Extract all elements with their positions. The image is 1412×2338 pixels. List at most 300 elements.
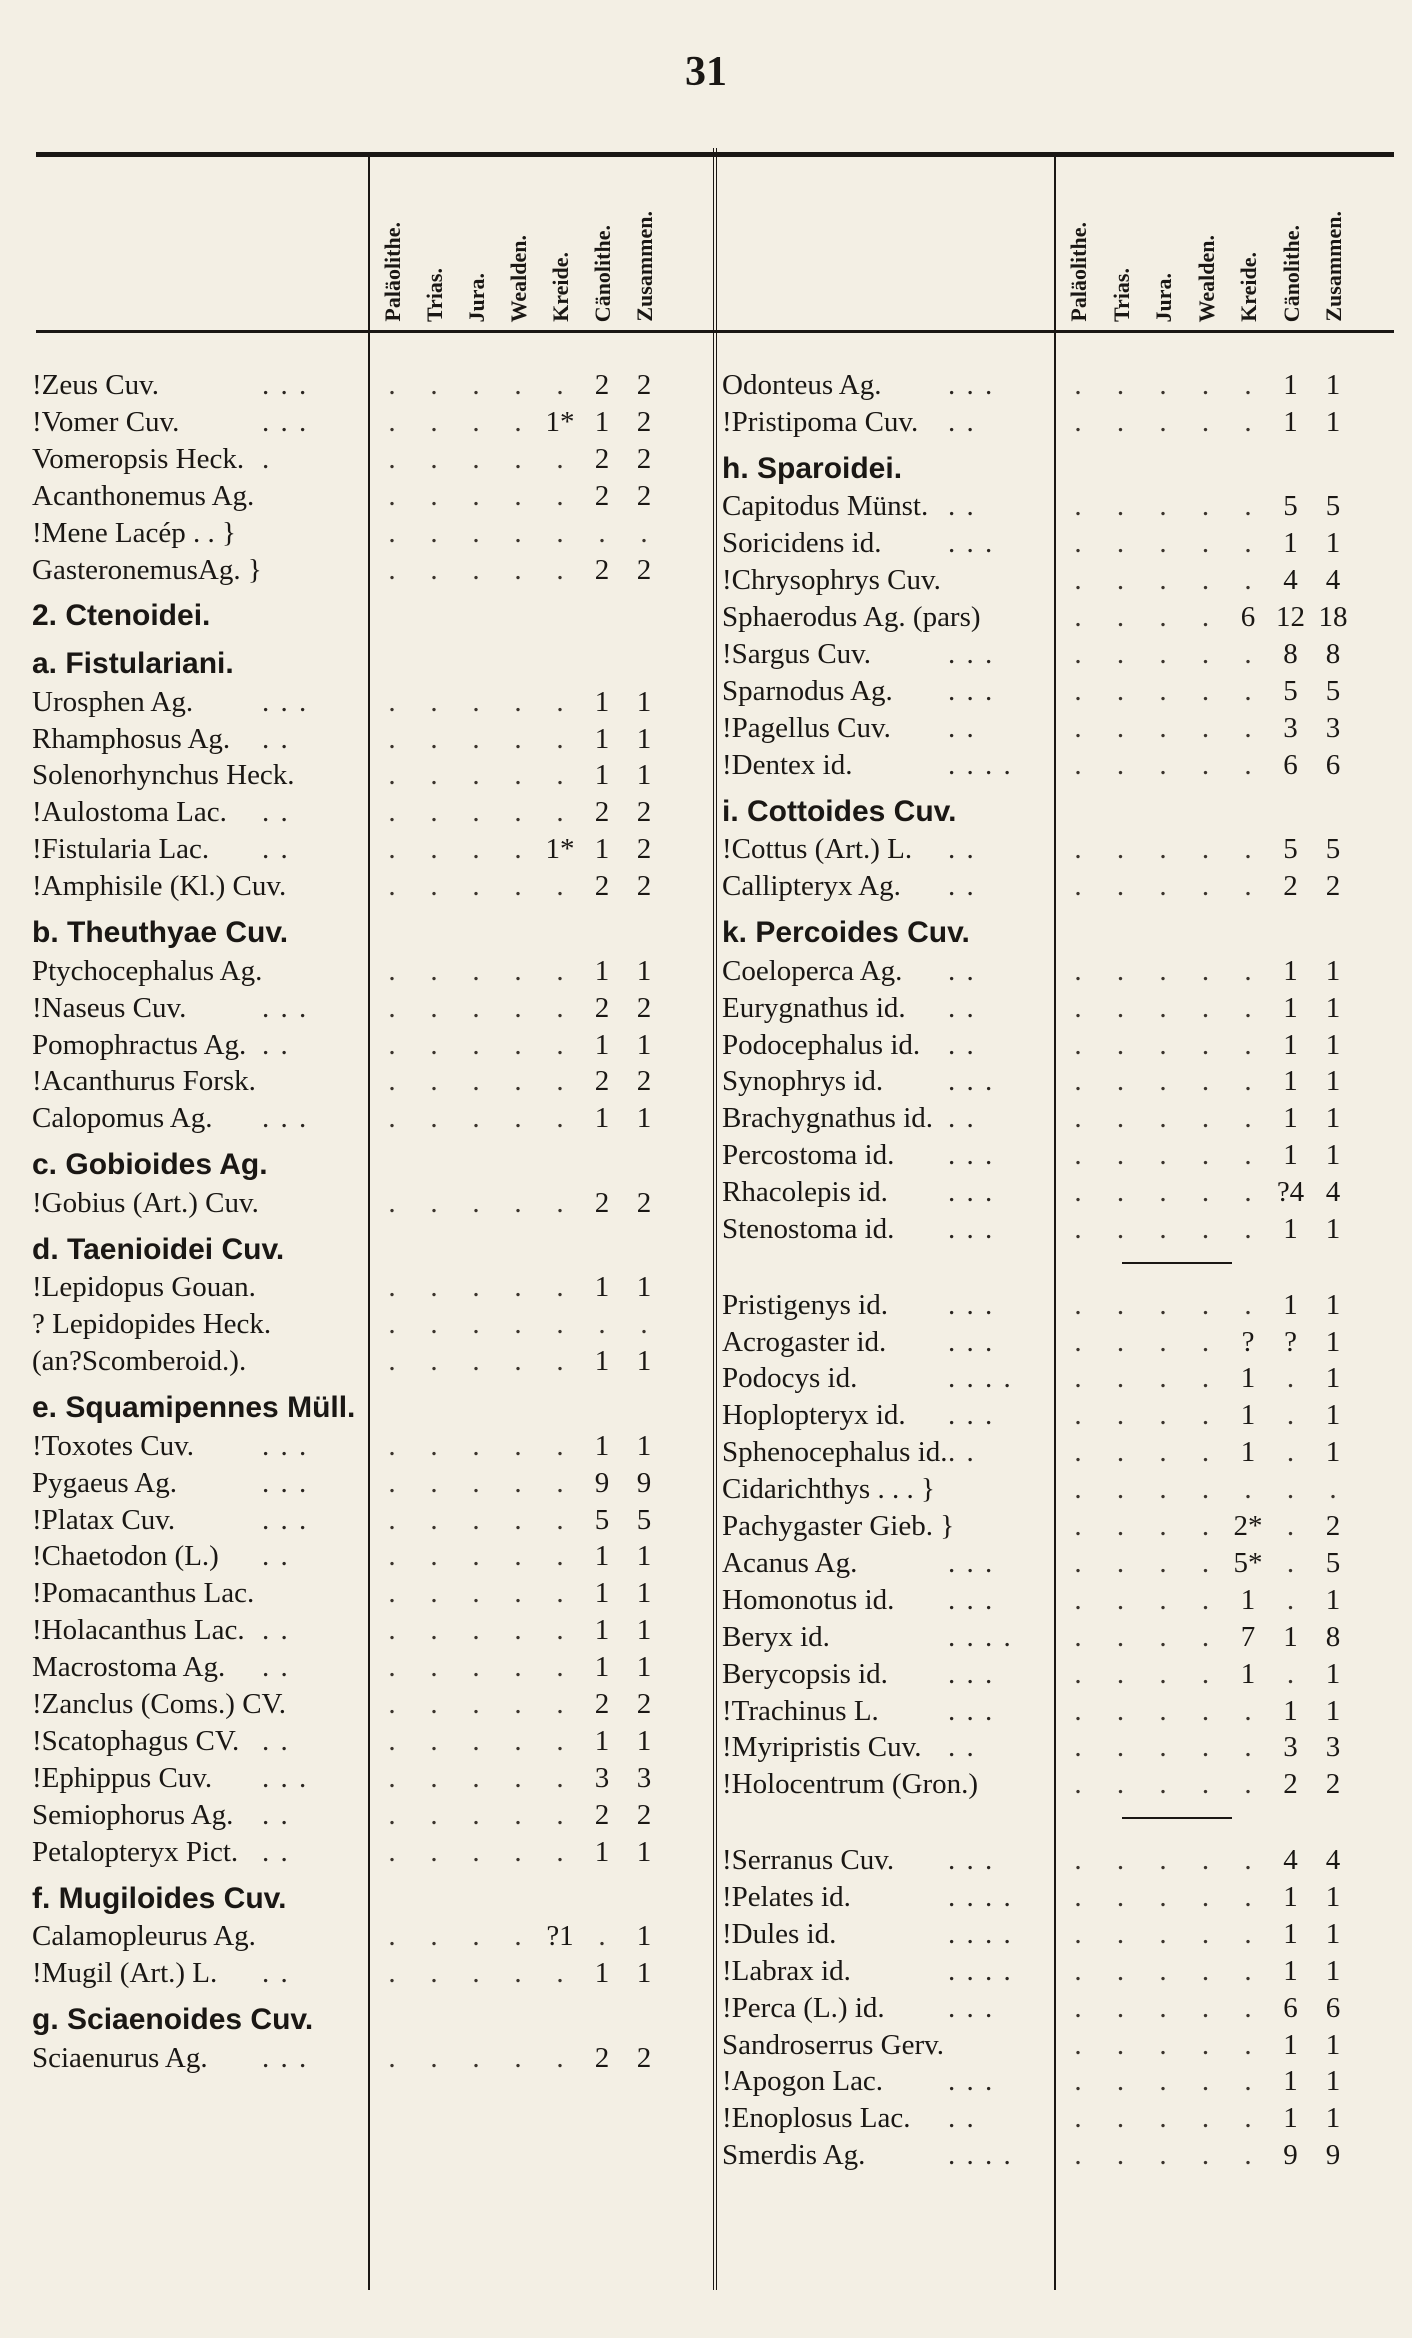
count-cell: .: [1159, 2139, 1167, 2172]
leader-dots: . . .: [948, 1325, 995, 1358]
count-cell: .: [1201, 1028, 1210, 1061]
count-cell: .: [472, 1761, 480, 1794]
leader-dots: . .: [262, 722, 290, 755]
leader-dots: . . .: [948, 638, 995, 671]
count-cell: .: [514, 1065, 522, 1098]
right-column-header: [1066, 162, 1090, 322]
count-cell: 1: [636, 954, 652, 987]
count-cell: 1: [1325, 1028, 1341, 1061]
section-title: k. Percoides Cuv.: [722, 916, 970, 950]
count-cell: 1: [1325, 1399, 1341, 1432]
count-cell: .: [1159, 1288, 1167, 1321]
genus-name: !Holocentrum (Gron.): [722, 1768, 979, 1801]
count-cell: .: [388, 2041, 396, 2074]
right-table-row: [0, 1582, 1412, 1618]
genus-name: Coeloperca Ag.: [722, 954, 903, 987]
count-cell: .: [388, 479, 396, 512]
leader-dots: . . . .: [948, 748, 1013, 781]
count-cell: .: [472, 1065, 480, 1098]
count-cell: .: [1201, 870, 1210, 903]
count-cell: .: [1074, 1288, 1082, 1321]
count-cell: .: [430, 870, 438, 903]
count-cell: .: [556, 1186, 564, 1219]
leader-dots: . . .: [262, 405, 309, 438]
leader-dots: . .: [262, 1798, 290, 1831]
count-cell: .: [388, 1614, 396, 1647]
count-cell: .: [1201, 1436, 1210, 1469]
count-cell: .: [1244, 1176, 1252, 1209]
count-cell: .: [472, 722, 480, 755]
count-cell: .: [472, 1186, 480, 1219]
count-cell: 1: [1240, 1362, 1256, 1395]
count-cell: .: [1159, 711, 1167, 744]
count-cell: .: [1116, 1139, 1125, 1172]
count-cell: 2: [594, 479, 610, 512]
section-title: i. Cottoides Cuv.: [722, 794, 957, 828]
leader-dots: . .: [948, 490, 976, 523]
count-cell: .: [1159, 1731, 1167, 1764]
count-cell: .: [556, 954, 564, 987]
right-table-row: [0, 1916, 1412, 1952]
count-cell: .: [388, 553, 396, 586]
count-cell: .: [556, 479, 564, 512]
count-cell: 1: [594, 1651, 610, 1684]
count-cell: .: [1074, 1176, 1082, 1209]
count-cell: 2: [594, 796, 610, 829]
count-cell: 2: [636, 369, 652, 401]
leader-dots: . . .: [262, 1466, 309, 1499]
count-cell: .: [1244, 991, 1252, 1024]
count-cell: .: [388, 1065, 396, 1098]
count-cell: 6: [1240, 601, 1256, 634]
count-cell: .: [514, 991, 522, 1024]
count-cell: 9: [1283, 2139, 1298, 2172]
count-cell: 1: [1283, 405, 1298, 438]
count-cell: .: [472, 1920, 480, 1953]
right-table-row: [0, 2137, 1412, 2173]
genus-name: Semiophorus Ag.: [32, 1798, 234, 1831]
count-cell: .: [1159, 1546, 1167, 1579]
genus-name: !Enoplosus Lac.: [722, 2102, 911, 2135]
genus-name: !Mugil (Art.) L.: [32, 1957, 218, 1990]
count-cell: .: [556, 1614, 564, 1647]
right-table-row: [0, 1953, 1412, 1989]
count-cell: .: [1159, 1065, 1167, 1098]
right-table-row: [0, 868, 1412, 904]
count-cell: .: [1244, 638, 1252, 671]
count-cell: .: [640, 1308, 648, 1341]
count-cell: 3: [1283, 711, 1298, 744]
count-cell: .: [1201, 1325, 1210, 1358]
count-cell: .: [1244, 1102, 1252, 1135]
column-header-label: Kreide.: [548, 252, 573, 322]
count-cell: .: [514, 833, 522, 866]
count-cell: .: [1074, 1102, 1082, 1135]
count-cell: .: [1201, 564, 1210, 597]
count-cell: .: [514, 1186, 522, 1219]
count-cell: 1: [594, 954, 610, 987]
count-cell: .: [1116, 1102, 1125, 1135]
genus-name: !Scatophagus CV.: [32, 1724, 240, 1757]
count-cell: .: [556, 1835, 564, 1868]
count-cell: .: [1201, 1954, 1210, 1987]
genus-name: !Fistularia Lac.: [32, 833, 210, 866]
count-cell: 2: [594, 1798, 610, 1831]
count-cell: .: [1286, 1657, 1295, 1690]
count-cell: 2: [594, 991, 610, 1024]
count-cell: .: [514, 1614, 522, 1647]
leader-dots: . .: [948, 833, 976, 866]
count-cell: .: [1116, 1954, 1125, 1987]
count-cell: 1: [1325, 1694, 1341, 1727]
genus-name: Smerdis Ag.: [722, 2139, 866, 2172]
count-cell: 1: [1240, 1436, 1256, 1469]
count-cell: 1: [636, 1102, 652, 1135]
count-cell: 1: [1325, 2102, 1341, 2135]
leader-dots: . . .: [948, 674, 995, 707]
genus-name: !Apogon Lac.: [722, 2065, 884, 2098]
count-cell: .: [556, 369, 564, 401]
count-cell: 1: [636, 1835, 652, 1868]
count-cell: .: [472, 1724, 480, 1757]
count-cell: .: [556, 1102, 564, 1135]
leader-dots: . . . .: [948, 1620, 1013, 1653]
count-cell: .: [1159, 601, 1167, 634]
count-cell: .: [472, 479, 480, 512]
leader-dots: . . .: [948, 1694, 995, 1727]
genus-name: !Ephippus Cuv.: [32, 1761, 213, 1794]
count-cell: 1: [1325, 527, 1341, 560]
count-cell: 1: [1283, 1065, 1298, 1098]
count-cell: .: [1201, 1880, 1210, 1913]
count-cell: 5: [1283, 490, 1298, 523]
count-cell: 1: [636, 1724, 652, 1757]
count-cell: 4: [1325, 564, 1341, 597]
left-column-header: [422, 162, 446, 322]
leader-dots: . . . .: [948, 2139, 1013, 2172]
count-cell: .: [1074, 1768, 1082, 1801]
count-cell: .: [1074, 2102, 1082, 2135]
count-cell: .: [430, 1345, 438, 1378]
section-title: h. Sparoidei.: [722, 451, 903, 485]
column-header-label: Jura.: [464, 272, 489, 322]
count-cell: 2: [594, 1688, 610, 1721]
count-cell: .: [1286, 1546, 1295, 1579]
count-cell: .: [1159, 1583, 1167, 1616]
count-cell: .: [388, 1957, 396, 1990]
right-table-row: [0, 1471, 1412, 1507]
leader-dots: . .: [262, 1651, 290, 1684]
count-cell: .: [1159, 1657, 1167, 1690]
count-cell: 1: [1283, 527, 1298, 560]
count-cell: .: [1159, 1954, 1167, 1987]
count-cell: 1: [636, 1345, 652, 1378]
count-cell: 1: [1325, 1362, 1341, 1395]
count-cell: 1: [636, 759, 652, 792]
count-cell: .: [1074, 1362, 1082, 1395]
count-cell: .: [556, 796, 564, 829]
count-cell: .: [1159, 833, 1167, 866]
count-cell: 1: [594, 1724, 610, 1757]
genus-name: Pygaeus Ag.: [32, 1466, 177, 1499]
count-cell: .: [1201, 1213, 1210, 1245]
section-title: b. Theuthyae Cuv.: [32, 916, 289, 950]
count-cell: .: [1074, 1139, 1082, 1172]
count-cell: .: [472, 1503, 480, 1536]
count-cell: 1: [594, 1835, 610, 1868]
count-cell: 9: [1325, 2139, 1341, 2172]
count-cell: .: [1201, 1362, 1210, 1395]
count-cell: 3: [1325, 1731, 1341, 1764]
count-cell: .: [430, 954, 438, 987]
count-cell: .: [556, 759, 564, 792]
count-cell: 1: [594, 1957, 610, 1990]
count-cell: .: [1074, 601, 1082, 634]
leader-dots: . . .: [262, 1503, 309, 1536]
count-cell: .: [430, 1614, 438, 1647]
count-cell: 1: [1325, 369, 1341, 401]
count-cell: .: [1116, 2028, 1125, 2061]
count-cell: 1: [1283, 369, 1298, 401]
count-cell: 2: [594, 553, 610, 586]
count-cell: .: [1116, 1917, 1125, 1950]
count-cell: .: [1159, 1028, 1167, 1061]
genus-name: !Cottus (Art.) L.: [722, 833, 913, 866]
count-cell: .: [1074, 1473, 1082, 1506]
right-table-row: [0, 525, 1412, 561]
count-cell: 5: [1325, 490, 1341, 523]
count-cell: .: [1201, 601, 1210, 634]
count-cell: .: [430, 1920, 438, 1953]
count-cell: .: [1201, 1917, 1210, 1950]
count-cell: .: [1201, 490, 1210, 523]
count-cell: 1: [1240, 1583, 1256, 1616]
leader-dots: . . . .: [948, 1362, 1013, 1395]
count-cell: .: [1201, 1510, 1210, 1543]
count-cell: .: [1329, 1473, 1337, 1506]
count-cell: 1: [1283, 1880, 1298, 1913]
count-cell: .: [1159, 1694, 1167, 1727]
count-cell: .: [1074, 1436, 1082, 1469]
count-cell: .: [1286, 1510, 1295, 1543]
count-cell: .: [472, 1798, 480, 1831]
page-number: 31: [685, 49, 727, 95]
count-cell: .: [556, 442, 564, 475]
count-cell: .: [1116, 490, 1125, 523]
count-cell: .: [472, 759, 480, 792]
count-cell: .: [514, 1920, 522, 1953]
right-table-row: [0, 1397, 1412, 1433]
count-cell: .: [1159, 405, 1167, 438]
count-cell: .: [556, 870, 564, 903]
leader-dots: . .: [262, 1028, 290, 1061]
leader-dots: . .: [948, 1102, 976, 1135]
count-cell: 2: [594, 2041, 610, 2074]
count-cell: .: [430, 722, 438, 755]
column-header-label: Kreide.: [1236, 252, 1261, 322]
count-cell: .: [514, 759, 522, 792]
count-cell: 8: [1283, 638, 1298, 671]
count-cell: .: [388, 516, 396, 549]
count-cell: .: [1074, 1510, 1082, 1543]
count-cell: .: [1244, 2028, 1252, 2061]
leader-dots: . . .: [948, 527, 995, 560]
right-table-row: [0, 636, 1412, 672]
count-cell: 1: [594, 1345, 610, 1378]
count-cell: .: [556, 1540, 564, 1573]
count-cell: .: [472, 685, 480, 718]
genus-name: !Pagellus Cuv.: [722, 711, 891, 744]
genus-name: !Serranus Cuv.: [722, 1844, 895, 1876]
count-cell: .: [430, 405, 438, 438]
count-cell: .: [1159, 1213, 1167, 1245]
count-cell: 2: [1283, 1768, 1298, 1801]
right-table-row: [0, 562, 1412, 598]
count-cell: .: [430, 1577, 438, 1610]
count-cell: .: [1244, 1917, 1252, 1950]
column-header-label: Wealden.: [506, 234, 531, 322]
count-cell: .: [514, 1466, 522, 1499]
count-cell: 4: [1325, 1176, 1341, 1209]
count-cell: .: [472, 1577, 480, 1610]
count-cell: 5: [636, 1503, 652, 1536]
right-section-heading: [0, 451, 1412, 487]
genus-name: !Perca (L.) id.: [722, 1991, 885, 2024]
leader-dots: . . .: [948, 1399, 995, 1432]
count-cell: .: [1116, 1176, 1125, 1209]
count-cell: .: [556, 1724, 564, 1757]
right-table-row: [0, 1324, 1412, 1360]
count-cell: .: [1244, 1694, 1252, 1727]
count-cell: .: [1074, 1325, 1082, 1358]
right-table-row: [0, 1211, 1412, 1247]
count-cell: .: [1244, 564, 1252, 597]
count-cell: .: [556, 1761, 564, 1794]
genus-name: Sphenocephalus id.: [722, 1436, 948, 1469]
genus-name: !Labrax id.: [722, 1954, 851, 1987]
genus-name: !Zeus Cuv.: [32, 369, 159, 401]
genus-name: Macrostoma Ag.: [32, 1651, 226, 1684]
count-cell: .: [1244, 870, 1252, 903]
count-cell: .: [1074, 1731, 1082, 1764]
count-cell: .: [1201, 1288, 1210, 1321]
count-cell: .: [1074, 1213, 1082, 1245]
count-cell: .: [1159, 748, 1167, 781]
genus-name: Sphaerodus Ag. (pars): [722, 601, 981, 634]
leader-dots: . .: [948, 991, 976, 1024]
count-cell: .: [1074, 1954, 1082, 1987]
right-table-row: [0, 1990, 1412, 2026]
count-cell: .: [430, 1540, 438, 1573]
leader-dots: . . .: [948, 1844, 995, 1876]
count-cell: .: [1201, 954, 1210, 987]
count-cell: .: [1074, 1399, 1082, 1432]
count-cell: 5*: [1233, 1546, 1263, 1579]
count-cell: 1: [1283, 1694, 1298, 1727]
right-table-row: [0, 1434, 1412, 1470]
left-column-header: [464, 162, 488, 322]
count-cell: .: [1116, 369, 1125, 401]
count-cell: .: [556, 1577, 564, 1610]
genus-name: !Pomacanthus Lac.: [32, 1577, 255, 1610]
count-cell: 1: [1283, 2065, 1298, 2098]
count-cell: .: [1201, 2139, 1210, 2172]
genus-name: !Amphisile (Kl.) Cuv.: [32, 870, 287, 903]
count-cell: .: [1074, 870, 1082, 903]
count-cell: 2*: [1233, 1510, 1263, 1543]
count-cell: .: [388, 796, 396, 829]
count-cell: .: [598, 1308, 606, 1341]
genus-name: Podocys id.: [722, 1362, 858, 1395]
leader-dots: . . .: [948, 1657, 995, 1690]
count-cell: .: [1244, 2065, 1252, 2098]
count-cell: .: [1116, 1694, 1125, 1727]
count-cell: 2: [636, 870, 652, 903]
count-cell: 2: [1325, 870, 1341, 903]
count-cell: .: [430, 1724, 438, 1757]
count-cell: .: [1244, 954, 1252, 987]
count-cell: 1: [1325, 1880, 1341, 1913]
leader-dots: .: [262, 442, 272, 475]
leader-dots: . . .: [262, 2041, 309, 2074]
leader-dots: . . .: [262, 1761, 309, 1794]
right-table-row: [0, 2027, 1412, 2063]
count-cell: 9: [636, 1466, 652, 1499]
count-cell: ?: [1284, 1325, 1297, 1358]
count-cell: .: [1116, 1065, 1125, 1098]
leader-dots: . . . .: [948, 1954, 1013, 1987]
count-cell: .: [556, 1466, 564, 1499]
count-cell: 1: [594, 1271, 610, 1304]
count-cell: .: [1074, 2065, 1082, 2098]
genus-name: Pomophractus Ag.: [32, 1028, 247, 1061]
left-column-header: [590, 162, 614, 322]
count-cell: .: [1074, 1991, 1082, 2024]
right-table-row: [0, 1100, 1412, 1136]
leader-dots: . . .: [948, 1213, 995, 1245]
genus-name: !Pelates id.: [722, 1880, 851, 1913]
count-cell: .: [1244, 1954, 1252, 1987]
genus-name: Rhamphosus Ag.: [32, 722, 231, 755]
right-table-row: [0, 1063, 1412, 1099]
genus-name: !Mene Lacép . . }: [32, 516, 236, 549]
right-column-header: [1236, 162, 1260, 322]
count-cell: .: [1116, 1583, 1125, 1616]
count-cell: .: [430, 1271, 438, 1304]
count-cell: .: [388, 870, 396, 903]
right-table-row: [0, 1693, 1412, 1729]
count-cell: .: [1244, 711, 1252, 744]
section-title: f. Mugiloides Cuv.: [32, 1881, 287, 1915]
count-cell: .: [1116, 748, 1125, 781]
count-cell: .: [514, 1651, 522, 1684]
count-cell: .: [388, 685, 396, 718]
count-cell: .: [472, 1429, 480, 1462]
count-cell: .: [472, 369, 480, 401]
count-cell: .: [1116, 954, 1125, 987]
count-cell: .: [472, 405, 480, 438]
count-cell: 4: [1283, 1844, 1298, 1876]
right-section-rule: [1122, 1262, 1232, 1264]
genus-name: !Vomer Cuv.: [32, 405, 180, 438]
count-cell: .: [556, 1028, 564, 1061]
leader-dots: . .: [262, 1614, 290, 1647]
count-cell: .: [1159, 2028, 1167, 2061]
count-cell: 3: [1283, 1731, 1298, 1764]
genus-name: !Platax Cuv.: [32, 1503, 176, 1536]
genus-name: Sandroserrus Gerv.: [722, 2028, 945, 2061]
count-cell: .: [472, 870, 480, 903]
